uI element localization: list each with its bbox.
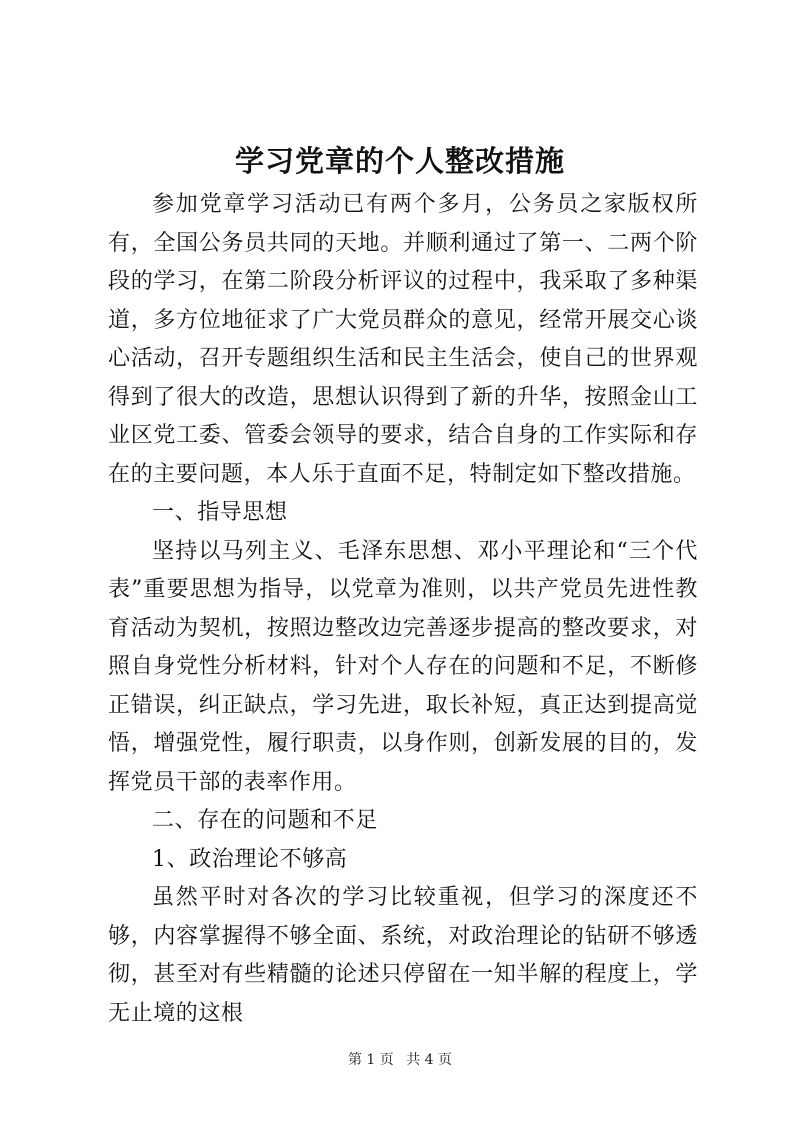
subsection-heading-political-theory: 1、政治理论不够高 [152,846,348,872]
section-heading-problems: 二、存在的问题和不足 [152,808,379,833]
page-footer [0,1050,800,1070]
intro-paragraph: 参加党章学习活动已有两个多月，公务员之家版权所有，全国公务员共同的天地。并顺利通过了第一、二两个阶段的学习，在第二阶段分析评议的过程中，我采取了多种渠道，多方位地征求了广大党员群众的意见，经常开展交心谈心活动，召开专题组织生活和民主生活会，使自己的世界观得到了很大的改造，思想认识得到了新的升华，按照金山工业区党工委、管委会领导的要求，结合自身的工作实际和存在的主要问题，本人乐于直面不足，特制定如下整改措施。 [108,192,698,487]
page-number: 第 1 页 [347,1052,394,1068]
page-title: 学习党章的个人整改措施 [234,144,565,178]
document-body [108,186,698,1033]
political-theory-paragraph: 虽然平时对各次的学习比较重视，但学习的深度还不够，内容掌握得不够全面、系统，对政治理论的钻研不够透彻，甚至对有些精髓的论述只停留在一知半解的程度上，学无止境的这根 [108,885,698,1026]
guiding-ideology-paragraph: 坚持以马列主义、毛泽东思想、邓小平理论和“三个代表”重要思想为指导，以党章为准则，以共产党员先进性教育活动为契机，按照边整改边完善逐步提高的整改要求，对照自身党性分析材料，针对个人存在的问题和不足，不断修正错误，纠正缺点，学习先进，取长补短，真正达到提高觉悟，增强党性，履行职责，以身作则，创新发展的目的，发挥党员干部的表率作用。 [108,538,698,795]
total-pages: 共 4 页 [406,1052,453,1068]
section-heading-guiding-ideology: 一、指导思想 [152,500,288,525]
